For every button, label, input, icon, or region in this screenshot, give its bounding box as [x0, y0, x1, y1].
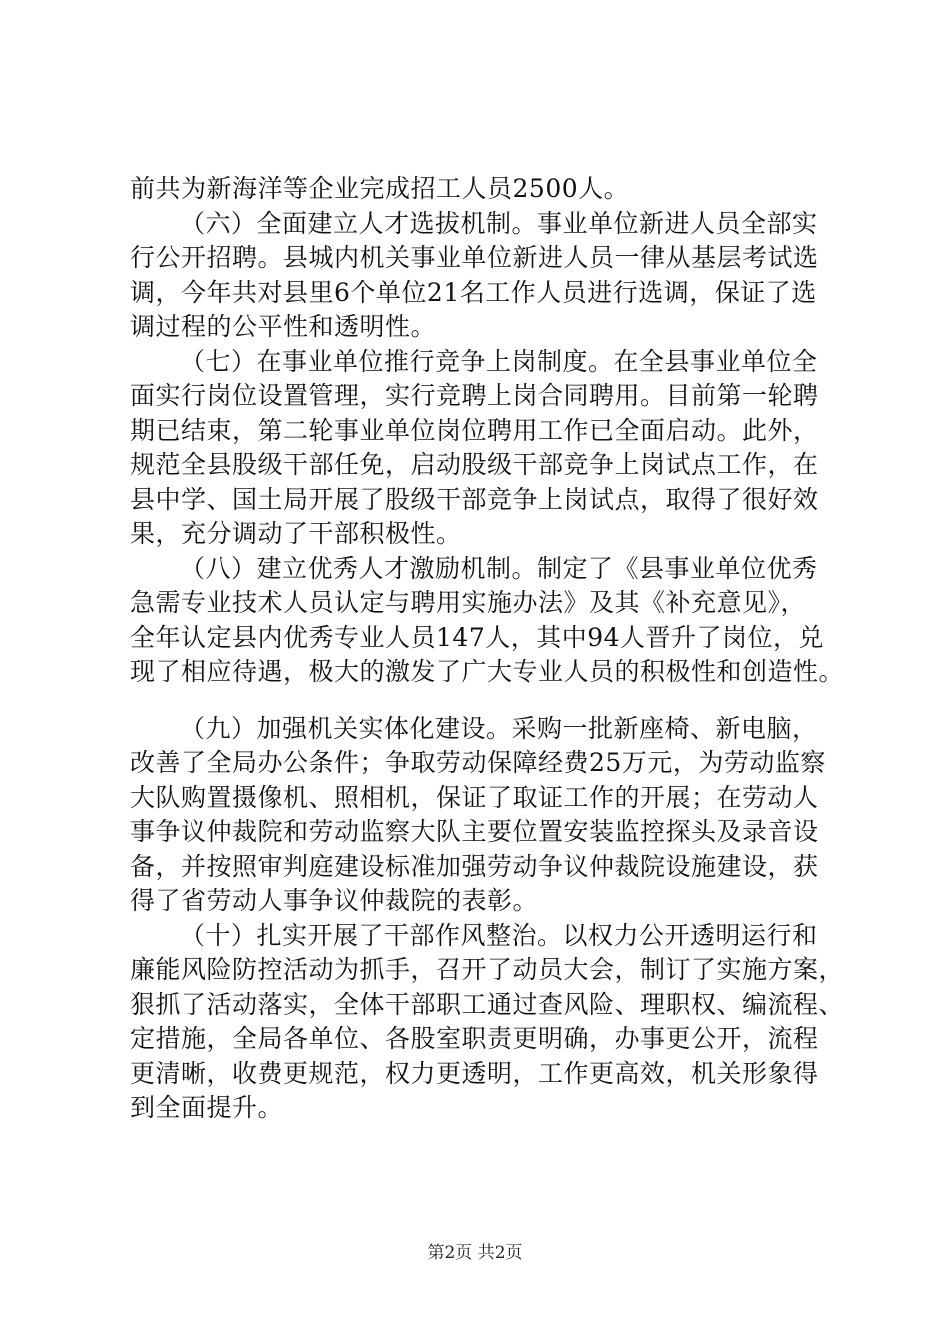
- text-line: 县中学、国土局开展了股级干部竞争上岗试点，取得了很好效: [130, 484, 819, 514]
- text-line: 更清晰，收费更规范，权力更透明，工作更高效，机关形象得: [130, 1058, 819, 1088]
- page-footer: 第2页 共2页: [427, 1243, 523, 1263]
- text-line: （七）在事业单位推行竞争上岗制度。在全县事业单位全: [180, 346, 818, 376]
- text-line: 果，充分调动了干部积极性。: [130, 519, 462, 548]
- text-line: 得了省劳动人事争议仲裁院的表彰。: [130, 886, 539, 915]
- text-line: 备，并按照审判庭建设标准加强劳动争议仲裁院设施建设，获: [130, 851, 819, 881]
- paragraph-continuation: [130, 172, 842, 207]
- text-line: 调，今年共对县里6个单位21名工作人员进行选调，保证了选: [130, 277, 817, 307]
- text-line: 期已结束，第二轮事业单位岗位聘用工作已全面启动。此外，: [130, 415, 819, 445]
- paragraph-section-7: [130, 345, 842, 552]
- text-line: 改善了全局办公条件；争取劳动保障经费25万元，为劳动监察: [130, 748, 826, 777]
- text-line: 大队购置摄像机、照相机，保证了取证工作的开展；在劳动人: [130, 782, 819, 812]
- text-line: 调过程的公平性和透明性。: [130, 312, 437, 341]
- text-line: （六）全面建立人才选拔机制。事业单位新进人员全部实: [180, 208, 818, 238]
- text-line: 定措施，全局各单位、各股室职责更明确，办事更公开，流程: [130, 1024, 819, 1053]
- text-line: 前共为新海洋等企业完成招工人员2500人。: [130, 174, 630, 203]
- text-line: （十）扎实开展了干部作风整治。以权力公开透明运行和: [180, 920, 818, 950]
- text-line: 到全面提升。: [130, 1093, 284, 1122]
- text-line: 规范全县股级干部任免，启动股级干部竞争上岗试点工作，在: [130, 450, 819, 479]
- text-line: 行公开招聘。县城内机关事业单位新进人员一律从基层考试选: [130, 243, 819, 272]
- paragraph-section-10: [130, 919, 845, 1126]
- text-line: 廉能风险防控活动为抓手，召开了动员大会，制订了实施方案，: [130, 955, 845, 984]
- text-line: 急需专业技术人员认定与聘用实施办法》及其《补充意见》，: [130, 588, 807, 617]
- text-line: 现了相应待遇，极大的激发了广大专业人员的积极性和创造性。: [130, 657, 845, 686]
- paragraph-section-8: [130, 552, 845, 690]
- text-line: 面实行岗位设置管理，实行竞聘上岗合同聘用。目前第一轮聘: [130, 381, 819, 410]
- paragraph-section-9: [130, 712, 842, 919]
- text-line: 事争议仲裁院和劳动监察大队主要位置安装监控探头及录音设: [130, 817, 819, 846]
- paragraph-spacer: [130, 690, 842, 712]
- text-line: （九）加强机关实体化建设。采购一批新座椅、新电脑，: [180, 713, 818, 743]
- paragraph-section-6: [130, 207, 842, 345]
- text-line: （八）建立优秀人才激励机制。制定了《县事业单位优秀: [180, 553, 818, 583]
- text-line: 全年认定县内优秀专业人员147人，其中94人晋升了岗位，兑: [130, 622, 825, 652]
- document-body: [130, 172, 845, 1126]
- text-line: 狠抓了活动落实，全体干部职工通过查风险、理职权、编流程、: [130, 989, 845, 1019]
